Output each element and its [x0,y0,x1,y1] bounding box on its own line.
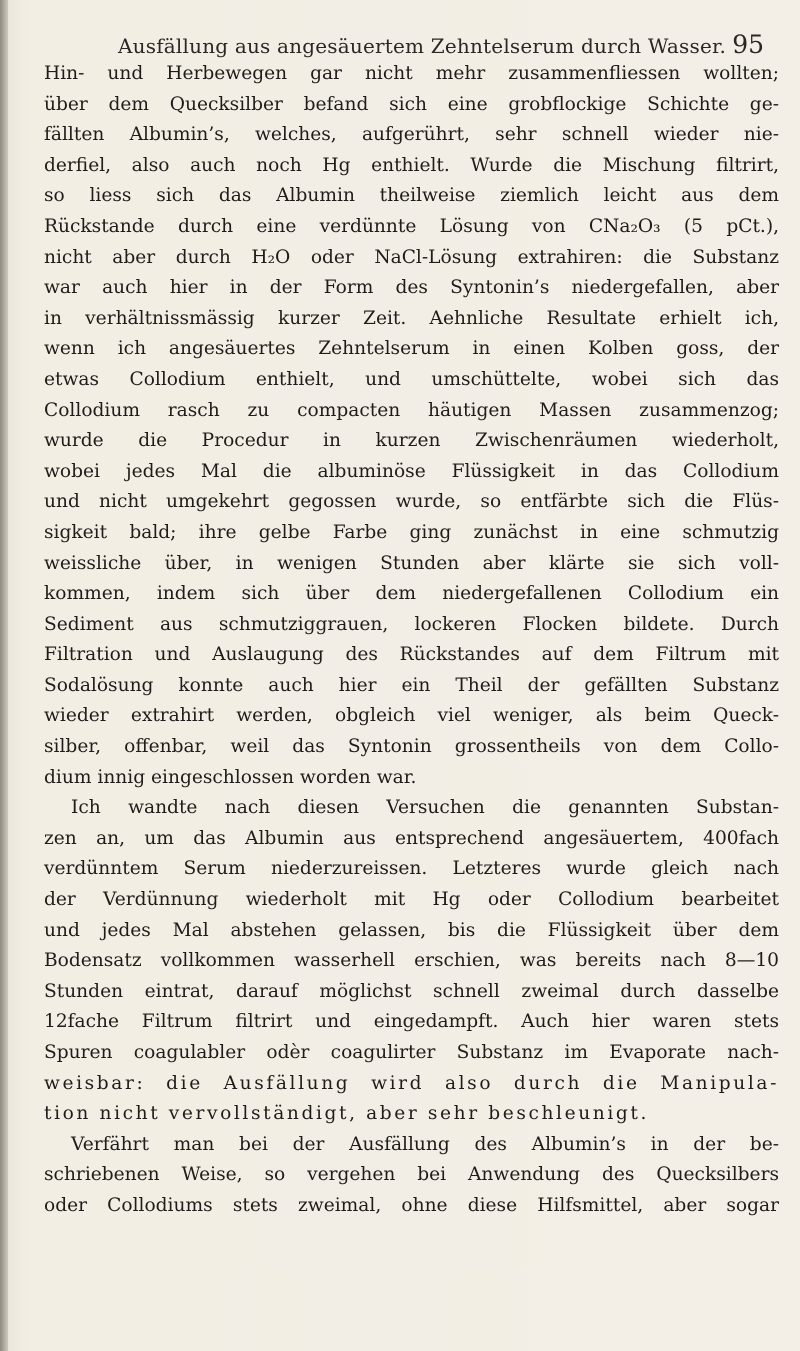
running-head: Ausfällung aus angesäuertem Zehntelserum durch Wasser. [118,34,727,58]
text-line: war auch hier in der Form des Syntonin’s niedergefallen, aber [44,277,779,299]
text-line: in verhältnissmässig kurzer Zeit. Aehnliche Resultate erhielt ich, [44,307,779,329]
text-line: wurde die Procedur in kurzen Zwischenräumen wiederholt, [44,430,779,452]
text-line: nicht aber durch H₂O oder NaCl-Lösung extrahiren: die Substanz [44,246,779,268]
text-line: Spuren coagulabler odèr coagulirter Substanz im Evaporate nach- [44,1042,779,1063]
text-line: der Verdünnung wiederholt mit Hg oder Collodium bearbeitet [44,889,779,911]
text-line: etwas Collodium enthielt, und umschüttelte, wobei sich das [44,368,779,390]
text-line: Stunden eintrat, darauf möglichst schnell zweimal durch dasselbe [44,980,779,1002]
body-text [44,59,779,1222]
page-edge-shadow [0,0,8,1351]
text-line-emphasis: tion nicht vervollständigt, aber sehr beschleunigt. [44,1103,649,1125]
text-line-emphasis: weisbar: die Ausfällung wird also durch die Manipula- [44,1072,779,1094]
text-line: derfiel, also auch noch Hg enthielt. Wurde die Mischung filtrirt, [44,154,779,176]
text-line: sigkeit bald; ihre gelbe Farbe ging zunächst in eine schmutzig [44,521,779,543]
text-line: wobei jedes Mal die albuminöse Flüssigkeit in das Collodium [44,460,779,482]
text-line: Rückstande durch eine verdünnte Lösung von CNa₂O₃ (5 pCt.), [44,215,779,237]
text-line: fällten Albumin’s, welches, aufgerührt, sehr schnell wieder nie- [44,124,779,146]
text-line: wieder extrahirt werden, obgleich viel weniger, als beim Queck- [44,705,779,727]
text-line: oder Collodiums stets zweimal, ohne diese Hilfsmittel, aber sogar [44,1194,779,1216]
text-line: verdünntem Serum niederzureissen. Letzteres wurde gleich nach [44,858,779,880]
text-line: zen an, um das Albumin aus entsprechend angesäuertem, 400fach [44,827,779,849]
text-line: und jedes Mal abstehen gelassen, bis die Flüssigkeit über dem [44,919,779,941]
text-line: kommen, indem sich über dem niedergefallenen Collodium ein [44,583,779,605]
text-line: Verfährt man bei der Ausfällung des Albumin’s in der be- [71,1133,779,1155]
text-line: silber, offenbar, weil das Syntonin grossentheils von dem Collo- [44,736,779,758]
text-line: Hin- und Herbewegen gar nicht mehr zusammenfliessen wollten; [44,63,779,84]
text-line: Sodalösung konnte auch hier ein Theil der gefällten Substanz [44,674,779,696]
text-line: wenn ich angesäuertes Zehntelserum in einen Kolben goss, der [44,338,779,360]
text-line: Collodium rasch zu compacten häutigen Massen zusammenzog; [44,399,779,421]
text-line: so liess sich das Albumin theilweise ziemlich leicht aus dem [44,185,779,207]
text-line: dium innig eingeschlossen worden war. [44,766,417,788]
text-line: und nicht umgekehrt gegossen wurde, so entfärbte sich die Flüs- [44,491,779,513]
text-line: Ich wandte nach diesen Versuchen die genannten Substan- [71,797,779,819]
text-line: Sediment aus schmutziggrauen, lockeren Flocken bildete. Durch [44,613,779,635]
text-line: weissliche über, in wenigen Stunden aber klärte sie sich voll- [44,552,779,574]
text-line: 12fache Filtrum filtrirt und eingedampft. Auch hier waren stets [44,1011,779,1033]
text-line: Filtration und Auslaugung des Rückstandes auf dem Filtrum mit [44,644,779,666]
text-line: über dem Quecksilber befand sich eine grobflockige Schichte ge- [44,93,779,115]
page-number: 95 [732,30,764,59]
text-line: Bodensatz vollkommen wasserhell erschien, was bereits nach 8—10 [44,950,779,972]
text-line: schriebenen Weise, so vergehen bei Anwendung des Quecksilbers [44,1164,779,1186]
